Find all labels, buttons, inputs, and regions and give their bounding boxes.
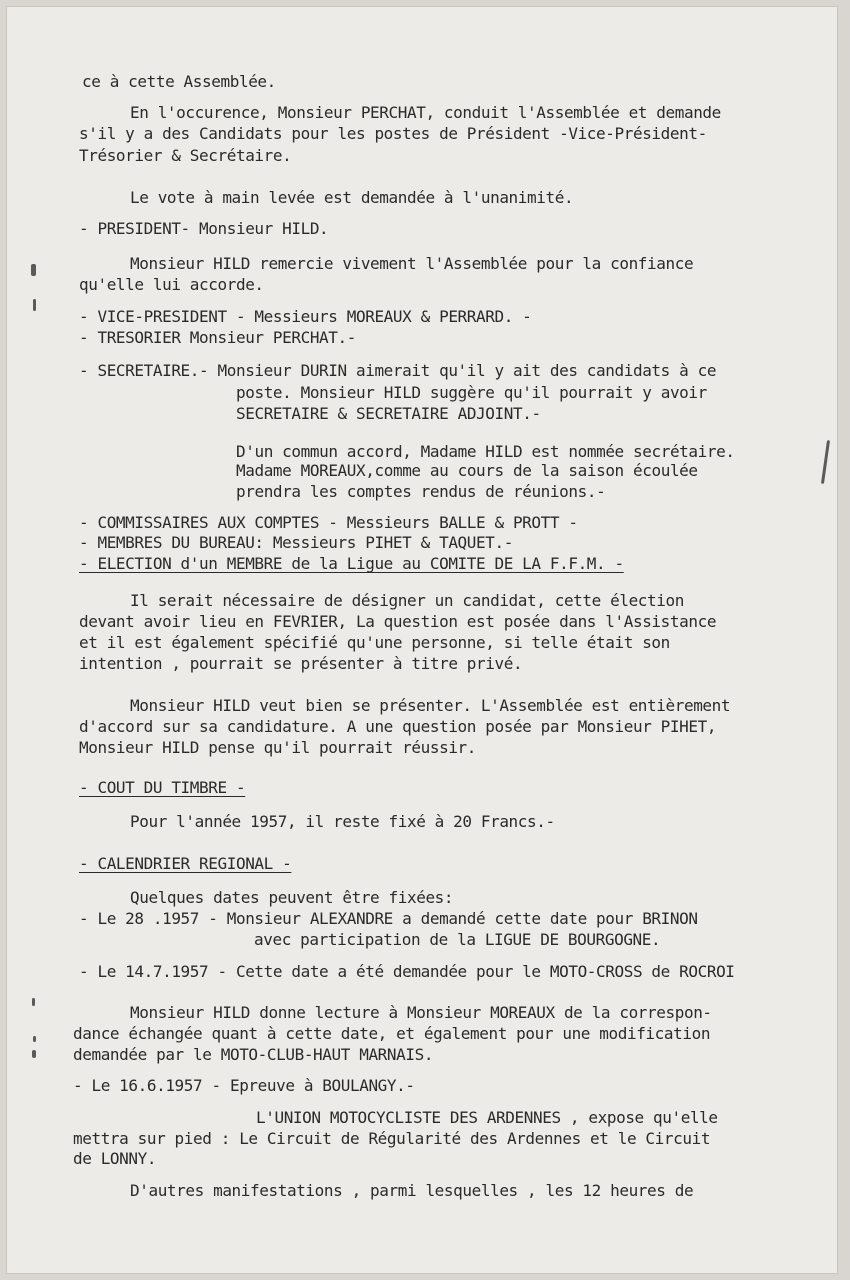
text-line: SECRETAIRE & SECRETAIRE ADJOINT.- [236, 404, 541, 423]
text-line: Pour l'année 1957, il reste fixé à 20 Francs.- [130, 812, 555, 831]
text-line: demandée par le MOTO-CLUB-HAUT MARNAIS. [73, 1045, 434, 1064]
text-line: d'accord sur sa candidature. A une question posée par Monsieur PIHET, [79, 717, 717, 736]
text-line: - PRESIDENT- Monsieur HILD. [79, 219, 329, 238]
text-line: Monsieur HILD remercie vivement l'Assemblée pour la confiance [130, 254, 694, 273]
text-line: - MEMBRES DU BUREAU: Messieurs PIHET & TAQUET.- [79, 533, 513, 552]
text-line: - Le 14.7.1957 - Cette date a été demandée pour le MOTO-CROSS de ROCROI [79, 962, 735, 981]
handwritten-mark [821, 440, 830, 484]
margin-mark [31, 264, 36, 276]
text-line: Monsieur HILD donne lecture à Monsieur MOREAUX de la correspon- [130, 1003, 712, 1022]
text-line: - CALENDRIER REGIONAL - [79, 854, 292, 873]
text-line: et il est également spécifié qu'une personne, si telle était son [79, 633, 670, 652]
margin-mark [33, 299, 36, 311]
text-line: mettra sur pied : Le Circuit de Régularité des Ardennes et le Circuit [73, 1129, 711, 1148]
text-line: prendra les comptes rendus de réunions.- [236, 482, 606, 501]
text-line: - ELECTION d'un MEMBRE de la Ligue au COMITE DE LA F.F.M. - [79, 554, 624, 573]
text-line: D'autres manifestations , parmi lesquelles , les 12 heures de [130, 1181, 694, 1200]
document-page [6, 6, 838, 1274]
text-line: Monsieur HILD pense qu'il pourrait réussir. [79, 738, 477, 757]
text-line: L'UNION MOTOCYCLISTE DES ARDENNES , expose qu'elle [256, 1108, 718, 1127]
text-line: poste. Monsieur HILD suggère qu'il pourrait y avoir [236, 383, 707, 402]
text-line: - TRESORIER Monsieur PERCHAT.- [79, 328, 356, 347]
text-line: Madame MOREAUX,comme au cours de la saison écoulée [236, 461, 698, 480]
text-line: - Le 28 .1957 - Monsieur ALEXANDRE a demandé cette date pour BRINON [79, 909, 698, 928]
text-line: Le vote à main levée est demandée à l'unanimité. [130, 188, 574, 207]
text-line: En l'occurence, Monsieur PERCHAT, conduit l'Assemblée et demande [130, 103, 721, 122]
text-line: avec participation de la LIGUE DE BOURGOGNE. [254, 930, 661, 949]
text-line: - VICE-PRESIDENT - Messieurs MOREAUX & PERRARD. - [79, 307, 532, 326]
text-line: qu'elle lui accorde. [79, 275, 264, 294]
text-line: de LONNY. [73, 1149, 157, 1168]
text-line: - COUT DU TIMBRE - [79, 778, 246, 797]
text-line: Monsieur HILD veut bien se présenter. L'Assemblée est entièrement [130, 696, 731, 715]
text-line: dance échangée quant à cette date, et également pour une modification [73, 1024, 711, 1043]
margin-mark [33, 1036, 36, 1042]
text-line: D'un commun accord, Madame HILD est nommée secrétaire. [236, 442, 735, 461]
text-line: devant avoir lieu en FEVRIER, La question est posée dans l'Assistance [79, 612, 717, 631]
text-line: ce à cette Assemblée. [82, 72, 276, 91]
text-line: intention , pourrait se présenter à titre privé. [79, 654, 523, 673]
text-line: Trésorier & Secrétaire. [79, 146, 292, 165]
text-line: s'il y a des Candidats pour les postes de Président -Vice-Président- [79, 124, 707, 143]
margin-mark [32, 1050, 36, 1058]
text-line: - SECRETAIRE.- Monsieur DURIN aimerait qu'il y ait des candidats à ce [79, 361, 717, 380]
text-line: Quelques dates peuvent être fixées: [130, 888, 454, 907]
text-line: - COMMISSAIRES AUX COMPTES - Messieurs BALLE & PROTT - [79, 513, 578, 532]
text-line: Il serait nécessaire de désigner un candidat, cette élection [130, 591, 684, 610]
text-line: - Le 16.6.1957 - Epreuve à BOULANGY.- [73, 1076, 415, 1095]
margin-mark [32, 998, 35, 1006]
